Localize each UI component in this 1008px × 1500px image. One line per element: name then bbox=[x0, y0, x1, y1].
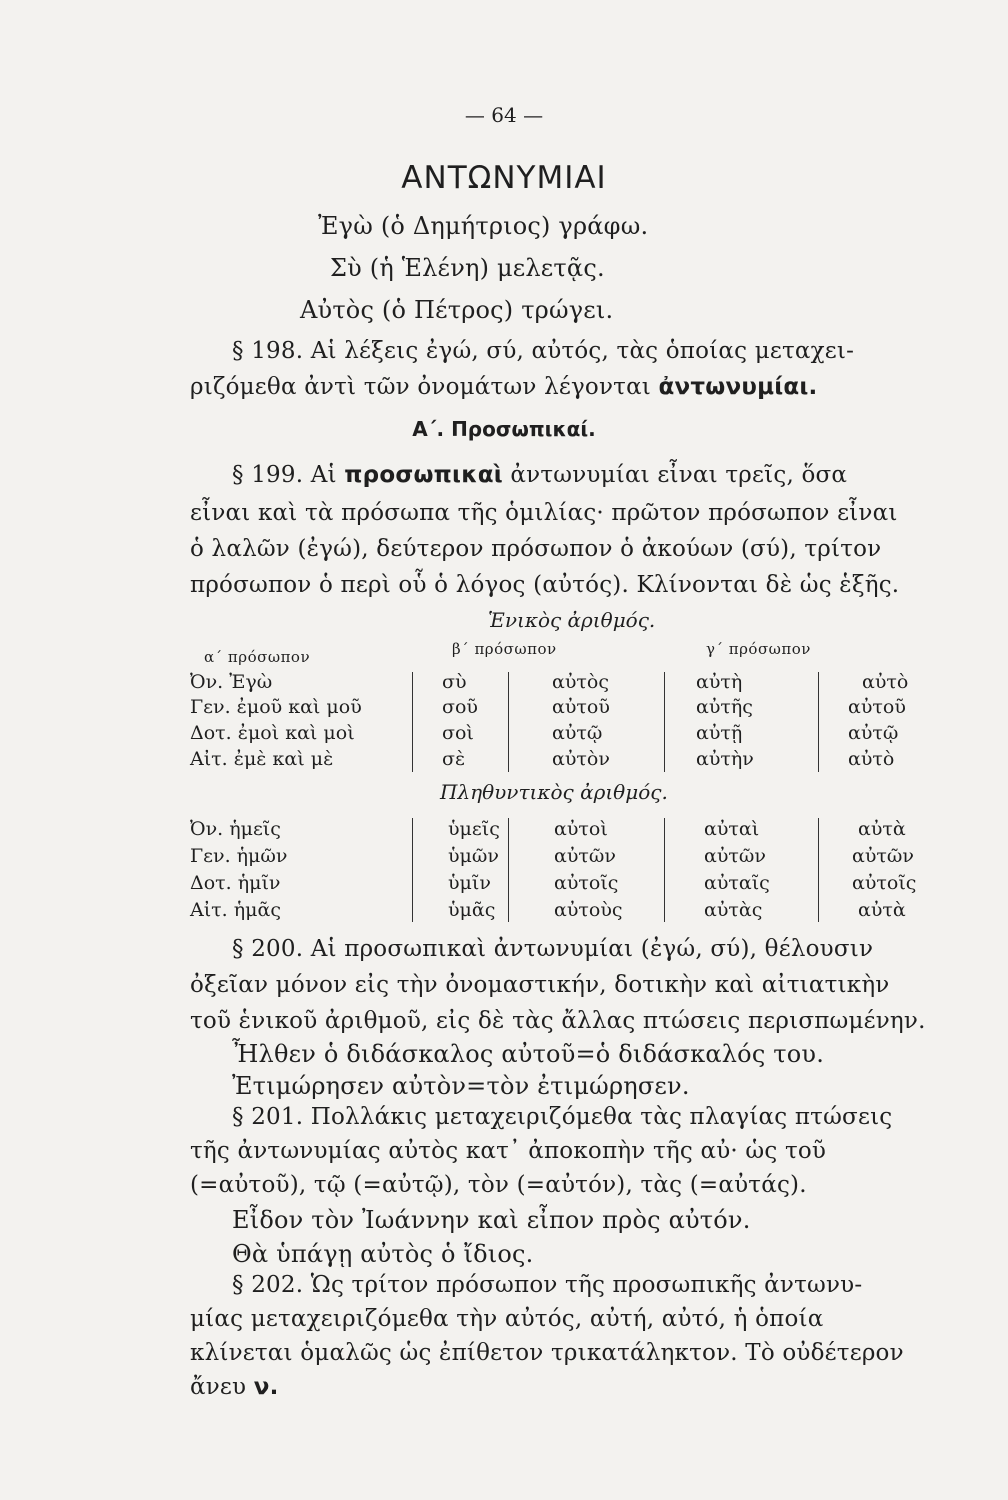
table-cell: αὐτοὺς bbox=[554, 899, 623, 921]
table-cell: αὐτὴν bbox=[696, 748, 754, 770]
table-cell: αὐτοὶ bbox=[554, 818, 608, 840]
case-label: Αἰτ. ἐμὲ καὶ μὲ bbox=[190, 748, 334, 770]
table-divider bbox=[818, 818, 819, 922]
table-cell: αὐτοῦ bbox=[848, 696, 906, 718]
term-antonymiai: ἀντωνυμίαι. bbox=[658, 374, 818, 400]
table-divider bbox=[818, 672, 819, 772]
case-label: Γεν. ἡμῶν bbox=[190, 845, 288, 867]
table-cell: ὑμᾶς bbox=[448, 899, 496, 921]
table-cell: αὐτὴ bbox=[696, 671, 743, 693]
example-line: Ἐγὼ (ὁ Δημήτριος) γράφω. bbox=[318, 212, 649, 240]
example-line: Θὰ ὑπάγῃ αὐτὸς ὁ ἴδιος. bbox=[232, 1240, 534, 1268]
table-divider bbox=[412, 672, 413, 772]
table-cell: σοὶ bbox=[442, 722, 474, 744]
table-cell: αὐτῷ bbox=[552, 722, 603, 744]
table-cell: αὐτὸν bbox=[552, 748, 610, 770]
example-line: Ἐτιμώρησεν αὐτὸν=τὸν ἐτιμώρησεν. bbox=[232, 1072, 690, 1100]
paragraph-200-line: τοῦ ἑνικοῦ ἀριθμοῦ, εἰς δὲ τὰς ἄλλας πτώσεις περισπωμένην. bbox=[190, 1008, 926, 1034]
table-cell: αὐτὰ bbox=[858, 899, 906, 921]
example-line: Αὐτὸς (ὁ Πέτρος) τρώγει. bbox=[300, 296, 614, 324]
section-heading: Α΄. Προσωπικαί. bbox=[412, 417, 596, 441]
table-cell: ὑμῶν bbox=[448, 845, 499, 867]
case-label: Γεν. ἐμοῦ καὶ μοῦ bbox=[190, 696, 362, 718]
table-divider bbox=[508, 818, 509, 922]
paragraph-199-line bbox=[232, 462, 847, 488]
paragraph-198-line: § 198. Αἱ λέξεις ἐγώ, σύ, αὐτός, τὰς ὁποίας μεταχει- bbox=[232, 338, 855, 364]
paragraph-201-line: τῆς ἀντωνυμίας αὐτὸς κατ᾽ ἀποκοπὴν τῆς αὐ· ὡς τοῦ bbox=[190, 1138, 827, 1164]
table-cell: αὐτῶν bbox=[852, 845, 914, 867]
table-cell: αὐτοῦ bbox=[552, 696, 610, 718]
table-cell: αὐτῶν bbox=[554, 845, 616, 867]
table-cell: αὐταῖς bbox=[704, 872, 770, 894]
singular-caption: Ἑνικὸς ἀριθμός. bbox=[488, 608, 656, 632]
table-cell: ὑμεῖς bbox=[448, 818, 500, 840]
term-prosopikai: προσωπικαὶ bbox=[344, 462, 503, 488]
column-header-third-person: γ΄ πρόσωπον bbox=[706, 640, 811, 658]
paragraph-202-text: ἄνευ bbox=[190, 1374, 247, 1400]
table-cell: αὐτὰς bbox=[704, 899, 763, 921]
paragraph-202-line bbox=[190, 1374, 279, 1400]
column-header-first-person: α΄ πρόσωπον bbox=[204, 648, 311, 666]
paragraph-201-line: (=αὐτοῦ), τῷ (=αὐτῷ), τὸν (=αὐτόν), τὰς (=αὐτάς). bbox=[190, 1172, 807, 1198]
paragraph-202-line: § 202. Ὡς τρίτον πρόσωπον τῆς προσωπικῆς ἀντωνυ- bbox=[232, 1272, 863, 1298]
case-label: Αἰτ. ἡμᾶς bbox=[190, 899, 281, 921]
example-line: Εἶδον τὸν Ἰωάννην καὶ εἶπον πρὸς αὐτόν. bbox=[232, 1206, 751, 1234]
paragraph-199-line: εἶναι καὶ τὰ πρόσωπα τῆς ὁμιλίας· πρῶτον πρόσωπον εἶναι bbox=[190, 500, 898, 526]
case-label: Ὀν. Ἐγὼ bbox=[190, 671, 273, 693]
table-cell: αὐτῇ bbox=[696, 722, 743, 744]
paragraph-198-text: ριζόμεθα ἀντὶ τῶν ὀνομάτων λέγονται bbox=[190, 374, 652, 400]
table-cell: αὐτοῖς bbox=[852, 872, 917, 894]
table-cell: αὐτὸς bbox=[552, 671, 609, 693]
paragraph-199-line: πρόσωπον ὁ περὶ οὗ ὁ λόγος (αὐτός). Κλίνονται δὲ ὡς ἑξῆς. bbox=[190, 572, 900, 598]
table-cell: σὺ bbox=[442, 671, 467, 693]
page-title: ΑΝΤΩΝΥΜΙΑΙ bbox=[401, 160, 607, 196]
page-number: — 64 — bbox=[464, 103, 544, 127]
column-header-second-person: β΄ πρόσωπον bbox=[452, 640, 557, 658]
table-cell: αὐτοῖς bbox=[554, 872, 619, 894]
example-line: Σὺ (ἡ Ἑλένη) μελετᾷς. bbox=[330, 254, 605, 282]
paragraph-198-line bbox=[190, 374, 817, 400]
table-cell: αὐτὰ bbox=[858, 818, 906, 840]
table-cell: σὲ bbox=[442, 748, 466, 770]
paragraph-201-line: § 201. Πολλάκις μεταχειριζόμεθα τὰς πλαγίας πτώσεις bbox=[232, 1104, 893, 1130]
paragraph-199-text: ἀντωνυμίαι εἶναι τρεῖς, ὅσα bbox=[510, 462, 848, 488]
table-cell: αὐτῷ bbox=[848, 722, 899, 744]
paragraph-199-text: § 199. Αἱ bbox=[232, 462, 337, 488]
case-label: Δοτ. ἐμοὶ καὶ μοὶ bbox=[190, 722, 355, 744]
paragraph-200-line: ὀξεῖαν μόνον εἰς τὴν ὀνομαστικήν, δοτικὴν καὶ αἰτιατικὴν bbox=[190, 972, 890, 998]
paragraph-200-line: § 200. Αἱ προσωπικαὶ ἀντωνυμίαι (ἐγώ, σύ), θέλουσιν bbox=[232, 936, 874, 962]
example-line: Ἦλθεν ὁ διδάσκαλος αὐτοῦ=ὁ διδάσκαλός του. bbox=[232, 1040, 825, 1068]
table-divider bbox=[412, 818, 413, 922]
case-label: Δοτ. ἡμῖν bbox=[190, 872, 281, 894]
plural-caption: Πληθυντικὸς ἀριθμός. bbox=[440, 780, 668, 804]
table-cell: αὐτῆς bbox=[696, 696, 753, 718]
paragraph-202-line: κλίνεται ὁμαλῶς ὡς ἐπίθετον τρικατάληκτον. Τὸ οὐδέτερον bbox=[190, 1340, 904, 1366]
table-cell: αὐτὸ bbox=[862, 671, 909, 693]
table-cell: σοῦ bbox=[442, 696, 478, 718]
table-cell: ὑμῖν bbox=[448, 872, 491, 894]
paragraph-202-line: μίας μεταχειριζόμεθα τὴν αὐτός, αὐτή, αὐτό, ἡ ὁποία bbox=[190, 1306, 824, 1332]
case-label: Ὀν. ἡμεῖς bbox=[190, 818, 281, 840]
paragraph-199-line: ὁ λαλῶν (ἐγώ), δεύτερον πρόσωπον ὁ ἀκούων (σύ), τρίτον bbox=[190, 536, 882, 562]
letter-nu: ν. bbox=[253, 1374, 279, 1400]
table-divider bbox=[508, 672, 509, 772]
table-cell: αὐτῶν bbox=[704, 845, 766, 867]
table-cell: αὐταὶ bbox=[704, 818, 760, 840]
table-divider bbox=[664, 672, 665, 772]
table-cell: αὐτὸ bbox=[848, 748, 895, 770]
table-divider bbox=[664, 818, 665, 922]
